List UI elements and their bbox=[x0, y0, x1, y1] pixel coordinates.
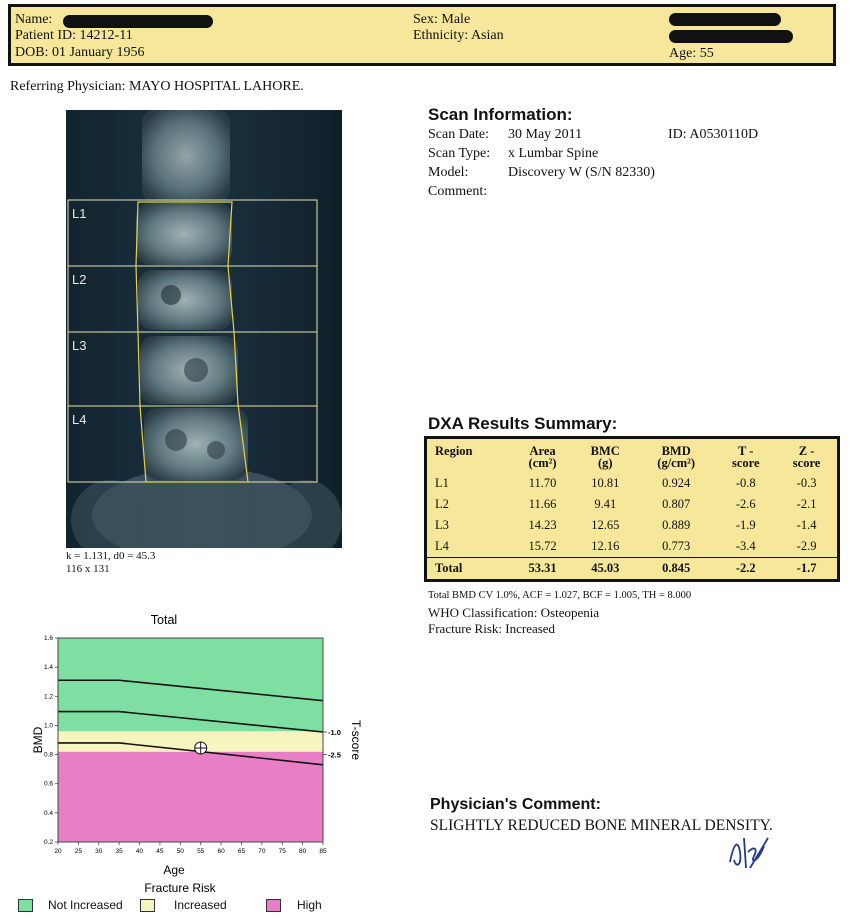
bmd-cv-line: Total BMD CV 1.0%, ACF = 1.027, BCF = 1.005, TH = 8.000 bbox=[428, 590, 692, 601]
cell-zscore: -1.4 bbox=[796, 518, 817, 532]
patient-sex: Sex: Male bbox=[413, 12, 471, 27]
cell-bmd: 0.773 bbox=[662, 539, 691, 553]
col-header-bmc: BMC (g) bbox=[590, 444, 620, 470]
scan-id: ID: A0530110D bbox=[668, 127, 759, 142]
x-tick-label: 80 bbox=[298, 848, 307, 855]
scan-caption-calibration: k = 1.131, d0 = 45.3 bbox=[66, 550, 156, 562]
chart-title: Total bbox=[150, 613, 178, 627]
x-tick-label: 40 bbox=[135, 848, 144, 855]
x-tick-label: 85 bbox=[319, 848, 327, 855]
tscore-tick-label: -2.5 bbox=[328, 750, 341, 760]
patient-age: Age: 55 bbox=[669, 46, 714, 61]
redacted-field-2 bbox=[669, 30, 793, 43]
patient-name-label: Name: bbox=[15, 12, 53, 27]
legend-label-high: High bbox=[297, 898, 322, 912]
x-tick-label: 50 bbox=[176, 848, 184, 855]
table-row bbox=[427, 494, 837, 515]
cell-bmd: 0.807 bbox=[662, 497, 691, 511]
physician-comment-text: SLIGHTLY REDUCED BONE MINERAL DENSITY. bbox=[430, 817, 773, 834]
y-tick-label: 0.8 bbox=[43, 751, 53, 759]
x-tick-label: 60 bbox=[217, 848, 225, 855]
scan-date-label: Scan Date: bbox=[428, 127, 490, 142]
risk-band-increased bbox=[58, 731, 323, 751]
table-total-row bbox=[427, 558, 837, 580]
cell-tscore: -2.2 bbox=[715, 558, 776, 580]
x-tick-label: 45 bbox=[156, 848, 164, 855]
y-tick-label: 0.2 bbox=[43, 839, 53, 846]
cell-zscore: -1.7 bbox=[776, 558, 837, 580]
patient-ethnicity: Ethnicity: Asian bbox=[413, 28, 504, 43]
chart-tscore-label: T-score bbox=[349, 719, 363, 761]
col-header-region: Region bbox=[435, 444, 473, 458]
cell-tscore: -1.9 bbox=[735, 518, 756, 532]
table-row bbox=[427, 473, 837, 494]
cell-region: L3 bbox=[435, 518, 449, 532]
table-row bbox=[427, 515, 837, 536]
cell-region: L4 bbox=[435, 539, 449, 553]
tscore-tick-label: -1.0 bbox=[328, 727, 341, 737]
physician-comment-title: Physician's Comment: bbox=[430, 796, 601, 813]
y-tick-label: 0.4 bbox=[43, 809, 53, 817]
chart-ylabel: BMD bbox=[31, 726, 45, 754]
comment-label: Comment: bbox=[428, 184, 488, 199]
x-tick-label: 65 bbox=[237, 848, 246, 855]
referring-physician: Referring Physician: MAYO HOSPITAL LAHORE. bbox=[10, 79, 304, 94]
dxa-results-table bbox=[427, 439, 837, 579]
col-header-zscore: Z - score bbox=[792, 444, 821, 470]
scan-caption-dimensions: 116 x 131 bbox=[66, 563, 110, 575]
cell-tscore: -0.8 bbox=[735, 476, 756, 490]
cell-bmd: 0.889 bbox=[662, 518, 691, 532]
y-tick-label: 0.6 bbox=[43, 780, 53, 788]
redacted-field-1 bbox=[669, 13, 781, 26]
col-header-tscore: T - score bbox=[731, 444, 760, 470]
legend-swatch-high bbox=[266, 899, 281, 912]
patient-dob: DOB: 01 January 1956 bbox=[15, 45, 145, 60]
cell-bmc: 12.16 bbox=[591, 539, 620, 553]
col-header-bmd: BMD (g/cm²) bbox=[657, 444, 696, 470]
chart-xlabel: Age bbox=[163, 863, 185, 877]
legend-label-not-increased: Not Increased bbox=[48, 898, 123, 912]
cell-area: 53.31 bbox=[512, 558, 574, 580]
cell-region: Total bbox=[427, 558, 512, 580]
x-tick-label: 25 bbox=[74, 848, 83, 855]
cell-area: 11.66 bbox=[528, 497, 557, 511]
spine-scan-graphic bbox=[66, 110, 342, 548]
legend-title: Fracture Risk bbox=[144, 881, 216, 895]
cell-zscore: -0.3 bbox=[796, 476, 817, 490]
x-tick-label: 70 bbox=[258, 848, 266, 855]
cell-bmd: 0.845 bbox=[637, 558, 715, 580]
cell-area: 11.70 bbox=[528, 476, 557, 490]
scan-type-label: Scan Type: bbox=[428, 146, 491, 161]
physician-signature bbox=[724, 832, 774, 872]
cell-area: 14.23 bbox=[528, 518, 557, 532]
y-tick-label: 1.2 bbox=[43, 693, 53, 701]
cell-bmd: 0.924 bbox=[662, 476, 691, 490]
vertebra-label-l3: L3 bbox=[72, 338, 87, 353]
x-tick-label: 55 bbox=[197, 848, 205, 855]
table-header-row bbox=[427, 439, 837, 473]
cell-tscore: -3.4 bbox=[735, 539, 756, 553]
cell-bmc: 45.03 bbox=[573, 558, 637, 580]
who-classification: WHO Classification: Osteopenia bbox=[428, 605, 600, 620]
patient-id: Patient ID: 14212-11 bbox=[15, 28, 133, 43]
spine-scan-image bbox=[66, 110, 342, 548]
bmd-reference-chart bbox=[0, 600, 400, 922]
dxa-results-box bbox=[424, 436, 840, 582]
table-row bbox=[427, 536, 837, 558]
legend-swatch-not-increased bbox=[18, 899, 33, 912]
x-tick-label: 75 bbox=[278, 848, 286, 855]
x-tick-label: 35 bbox=[115, 848, 123, 855]
cell-region: L1 bbox=[435, 476, 449, 490]
col-header-area: Area (cm²) bbox=[528, 444, 557, 470]
x-tick-label: 30 bbox=[95, 848, 103, 855]
patient-header bbox=[8, 4, 836, 66]
fracture-risk: Fracture Risk: Increased bbox=[428, 621, 556, 636]
y-tick-label: 1.6 bbox=[43, 635, 53, 642]
legend-label-increased: Increased bbox=[174, 898, 227, 912]
cell-zscore: -2.1 bbox=[796, 497, 817, 511]
vertebra-label-l2: L2 bbox=[72, 272, 87, 287]
vertebra-label-l4: L4 bbox=[72, 412, 87, 427]
cell-tscore: -2.6 bbox=[735, 497, 756, 511]
model-value: Discovery W (S/N 82330) bbox=[508, 165, 655, 180]
scan-date-value: 30 May 2011 bbox=[508, 127, 583, 142]
cell-area: 15.72 bbox=[528, 539, 557, 553]
legend-swatch-increased bbox=[140, 899, 155, 912]
scan-type-value: x Lumbar Spine bbox=[508, 146, 599, 161]
cell-region: L2 bbox=[435, 497, 449, 511]
cell-bmc: 9.41 bbox=[594, 497, 617, 511]
cell-bmc: 12.65 bbox=[591, 518, 620, 532]
model-label: Model: bbox=[428, 165, 469, 180]
cell-bmc: 10.81 bbox=[591, 476, 620, 490]
risk-band-not-increased bbox=[58, 638, 323, 731]
y-tick-label: 1.4 bbox=[43, 664, 53, 672]
cell-zscore: -2.9 bbox=[796, 539, 817, 553]
redacted-name bbox=[63, 15, 213, 28]
y-tick-label: 1.0 bbox=[43, 722, 53, 730]
risk-band-high bbox=[58, 752, 323, 842]
x-tick-label: 20 bbox=[54, 848, 62, 855]
vertebra-label-l1: L1 bbox=[72, 206, 87, 221]
dxa-results-title: DXA Results Summary: bbox=[428, 414, 618, 433]
scan-info-title: Scan Information: bbox=[428, 105, 573, 124]
